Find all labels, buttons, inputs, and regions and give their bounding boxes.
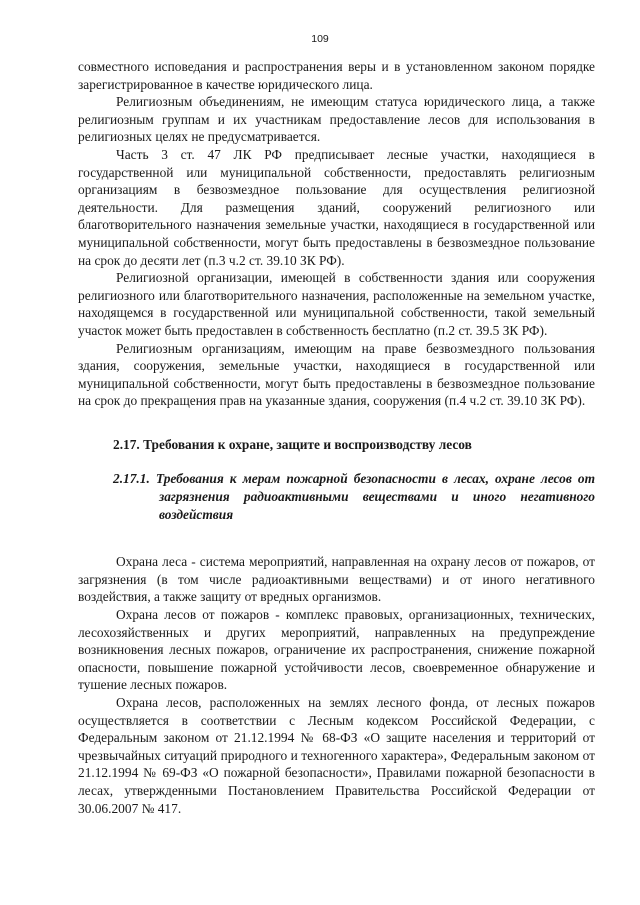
section-heading: 2.17. Требования к охране, защите и воспроизводству лесов — [113, 436, 472, 452]
subsection-heading: 2.17.1. Требования к мерам пожарной безопасности в лесах, охране лесов от загрязнения радиоактивными веществами и иного негативного воздействия — [113, 471, 595, 522]
paragraph: Охрана лесов от пожаров - комплекс правовых, организационных, технических, лесохозяйственных и других мероприятий, направленных на предупреждение возникновения лесных пожаров, ограничение их распространения, снижение пожарной опасности, повышение пожарной устойчивости лесов, своевременное обнаружение и тушение лесных пожаров. — [78, 607, 595, 693]
paragraph: Религиозным организациям, имеющим на праве безвозмездного пользования здания, сооружения, земельные участки, находящиеся в государственной или муниципальной собственности, могут быть предоставлены в безвозмездное пользование на срок до прекращения прав на указанные здания, сооружения (п.4 ч.2 ст. 39.10 ЗК РФ). — [78, 340, 595, 409]
page-body — [78, 58, 595, 817]
paragraph: Религиозным объединениям, не имеющим статуса юридического лица, а также религиозным группам и их участникам предоставление лесов для использования в религиозных целях не предусматривается. — [78, 94, 595, 145]
paragraph: Охрана лесов, расположенных на землях лесного фонда, от лесных пожаров осуществляется в соответствии с Лесным кодексом Российской Федерации, с Федеральным законом от 21.12.1994 № 68-ФЗ «О защите населения и территорий от чрезвычайных ситуаций природного и техногенного характера», Федеральным законом от 21.12.1994 № 69-ФЗ «О пожарной безопасности», Правилами пожарной безопасности в лесах, утвержденными Постановлением Правительства Российской Федерации от 30.06.2007 № 417. — [78, 695, 595, 816]
paragraph: Религиозной организации, имеющей в собственности здания или сооружения религиозного или благотворительного назначения, расположенные на земельном участке, находящемся в государственной или муниципальной собственности, такой земельный участок может быть предоставлен в собственность бесплатно (п.2 ст. 39.5 ЗК РФ). — [78, 270, 595, 338]
paragraph: Часть 3 ст. 47 ЛК РФ предписывает лесные участки, находящиеся в государственной или муниципальной собственности, предоставлять религиозным организациям в безвозмездное пользование для осуществления религиозной деятельности. Для размещения зданий, сооружений религиозного или благотворительного назначения земельные участки, находящиеся в государственной или муниципальной собственности, могут быть предоставлены в безвозмездное пользование на срок до десяти лет (п.3 ч.2 ст. 39.10 ЗК РФ). — [78, 146, 595, 268]
paragraph-continuation: совместного исповедания и распространения веры и в установленном законом порядке зарегистрированное в качестве юридического лица. — [78, 59, 595, 92]
page-number: 109 — [311, 33, 329, 45]
paragraph: Охрана леса - система мероприятий, направленная на охрану лесов от пожаров, от загрязнения (в том числе радиоактивными веществами) и от иного негативного воздействия, а также защиту от вредных организмов. — [78, 554, 595, 605]
